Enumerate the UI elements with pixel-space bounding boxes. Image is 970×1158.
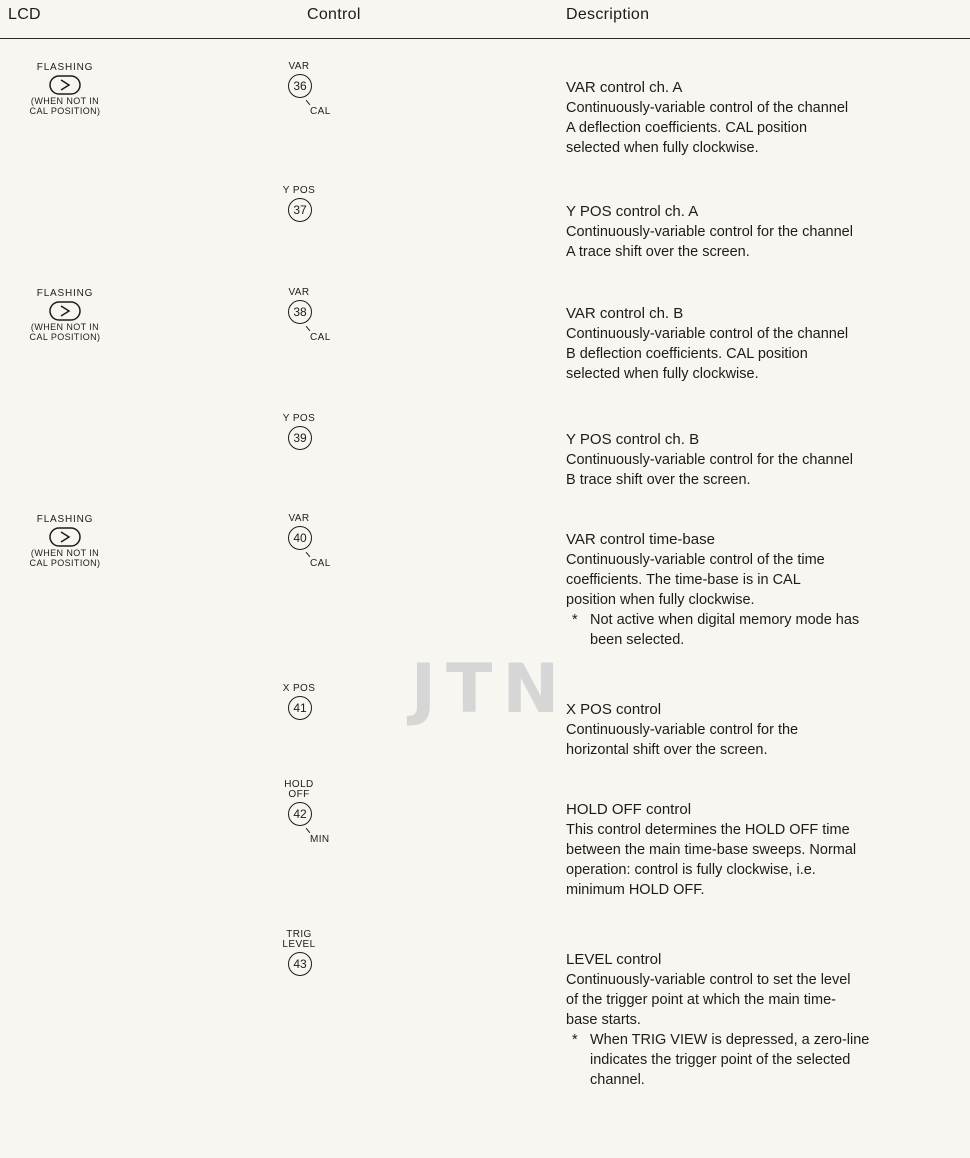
control-sub-label: CAL: [310, 106, 331, 117]
knob-number: 39: [288, 426, 312, 450]
description-line: Continuously-variable control of the time: [566, 552, 825, 568]
description-title: HOLD OFF control: [566, 801, 692, 818]
control-knob: [280, 414, 370, 494]
column-header-control: Control: [307, 6, 361, 23]
note-line: indicates the trigger point of the selected: [590, 1052, 851, 1068]
description: [566, 202, 970, 262]
min-tick-mark: [306, 828, 311, 833]
description-title: Y POS control ch. B: [566, 431, 700, 448]
description-line: Continuously-variable control for the channel: [566, 224, 853, 240]
control-label: Y POS: [282, 413, 316, 424]
description-line: Continuously-variable control for the: [566, 722, 799, 738]
knob-number: 36: [288, 74, 312, 98]
watermark: JTN: [410, 650, 570, 729]
description-line: This control determines the HOLD OFF time: [566, 822, 850, 838]
description-line: Continuously-variable control of the channel: [566, 100, 849, 116]
description: [566, 950, 970, 1090]
description-line: selected when fully clockwise.: [566, 140, 759, 156]
lcd-condition-line1: (WHEN NOT IN: [30, 322, 100, 332]
column-header-lcd: LCD: [8, 6, 41, 23]
control-label: VAR: [288, 513, 310, 524]
description-line: operation: control is fully clockwise, i.e.: [566, 862, 816, 878]
description-line: Continuously-variable control for the channel: [566, 452, 853, 468]
asterisk-bullet: *: [572, 1032, 578, 1048]
description-title: VAR control time-base: [566, 531, 715, 548]
control-knob: [280, 288, 370, 368]
lcd-indicator: [0, 62, 130, 116]
control-label: VAR: [288, 287, 310, 298]
lcd-condition-line2: CAL POSITION): [29, 332, 101, 342]
knob-number: 40: [288, 526, 312, 550]
control-label: VAR: [288, 61, 310, 72]
control-label: TRIG: [286, 929, 312, 940]
description-line: of the trigger point at which the main time-: [566, 992, 836, 1008]
knob-number: 41: [288, 696, 312, 720]
knob-number: 43: [288, 952, 312, 976]
lcd-condition-line2: CAL POSITION): [29, 558, 101, 568]
description-line: A deflection coefficients. CAL position: [566, 120, 808, 136]
description-line: between the main time-base sweeps. Normal: [566, 842, 857, 858]
description: [566, 304, 970, 384]
control-sub-label: CAL: [310, 558, 331, 569]
control-knob: [280, 62, 370, 142]
lcd-indicator: [0, 288, 130, 342]
knob-number: 38: [288, 300, 312, 324]
cal-tick-mark: [306, 100, 311, 105]
lcd-indicator: [0, 514, 130, 568]
cal-tick-mark: [306, 326, 311, 331]
description-title: VAR control ch. B: [566, 305, 684, 322]
description-line: horizontal shift over the screen.: [566, 742, 768, 758]
lcd-flashing-label: FLASHING: [36, 288, 94, 299]
control-label: X POS: [282, 683, 316, 694]
control-knob: [280, 514, 370, 594]
description-line: B deflection coefficients. CAL position: [566, 346, 808, 362]
control-knob: [280, 930, 370, 1010]
control-label: HOLD: [284, 779, 314, 790]
description-title: VAR control ch. A: [566, 79, 683, 96]
note-item: [566, 610, 970, 650]
description-title: Y POS control ch. A: [566, 203, 699, 220]
knob-number: 42: [288, 802, 312, 826]
flashing-arrow-icon: [49, 527, 81, 547]
description: [566, 800, 970, 900]
description: [566, 430, 970, 490]
description-line: minimum HOLD OFF.: [566, 882, 705, 898]
control-sub-label: CAL: [310, 332, 331, 343]
description-title: LEVEL control: [566, 951, 662, 968]
control-label: LEVEL: [282, 939, 316, 950]
note-line: Not active when digital memory mode has: [590, 612, 860, 628]
description: [566, 530, 970, 650]
description-title: X POS control: [566, 701, 662, 718]
note-line: channel.: [590, 1072, 645, 1088]
control-label: Y POS: [282, 185, 316, 196]
description: [566, 700, 970, 760]
note-line: been selected.: [590, 632, 685, 648]
lcd-condition-line1: (WHEN NOT IN: [30, 548, 100, 558]
flashing-arrow-icon: [49, 301, 81, 321]
knob-number: 37: [288, 198, 312, 222]
description-line: coefficients. The time-base is in CAL: [566, 572, 801, 588]
control-sub-label: MIN: [310, 834, 330, 845]
column-header-description: Description: [566, 6, 650, 23]
description-line: position when fully clockwise.: [566, 592, 755, 608]
control-knob: [280, 684, 370, 764]
description: [566, 78, 970, 158]
description-line: A trace shift over the screen.: [566, 244, 750, 260]
control-knob: [280, 186, 370, 266]
lcd-flashing-label: FLASHING: [36, 62, 94, 73]
flashing-arrow-icon: [49, 75, 81, 95]
lcd-flashing-label: FLASHING: [36, 514, 94, 525]
note-item: [566, 1030, 970, 1090]
asterisk-bullet: *: [572, 612, 578, 628]
description-line: B trace shift over the screen.: [566, 472, 751, 488]
lcd-condition-line2: CAL POSITION): [29, 106, 101, 116]
description-line: Continuously-variable control to set the level: [566, 972, 851, 988]
note-line: When TRIG VIEW is depressed, a zero-line: [590, 1032, 870, 1048]
table-header: [0, 0, 970, 39]
description-line: base starts.: [566, 1012, 641, 1028]
cal-tick-mark: [306, 552, 311, 557]
control-label: OFF: [288, 789, 310, 800]
description-line: selected when fully clockwise.: [566, 366, 759, 382]
control-knob: [280, 780, 370, 860]
description-line: Continuously-variable control of the channel: [566, 326, 849, 342]
lcd-condition-line1: (WHEN NOT IN: [30, 96, 100, 106]
